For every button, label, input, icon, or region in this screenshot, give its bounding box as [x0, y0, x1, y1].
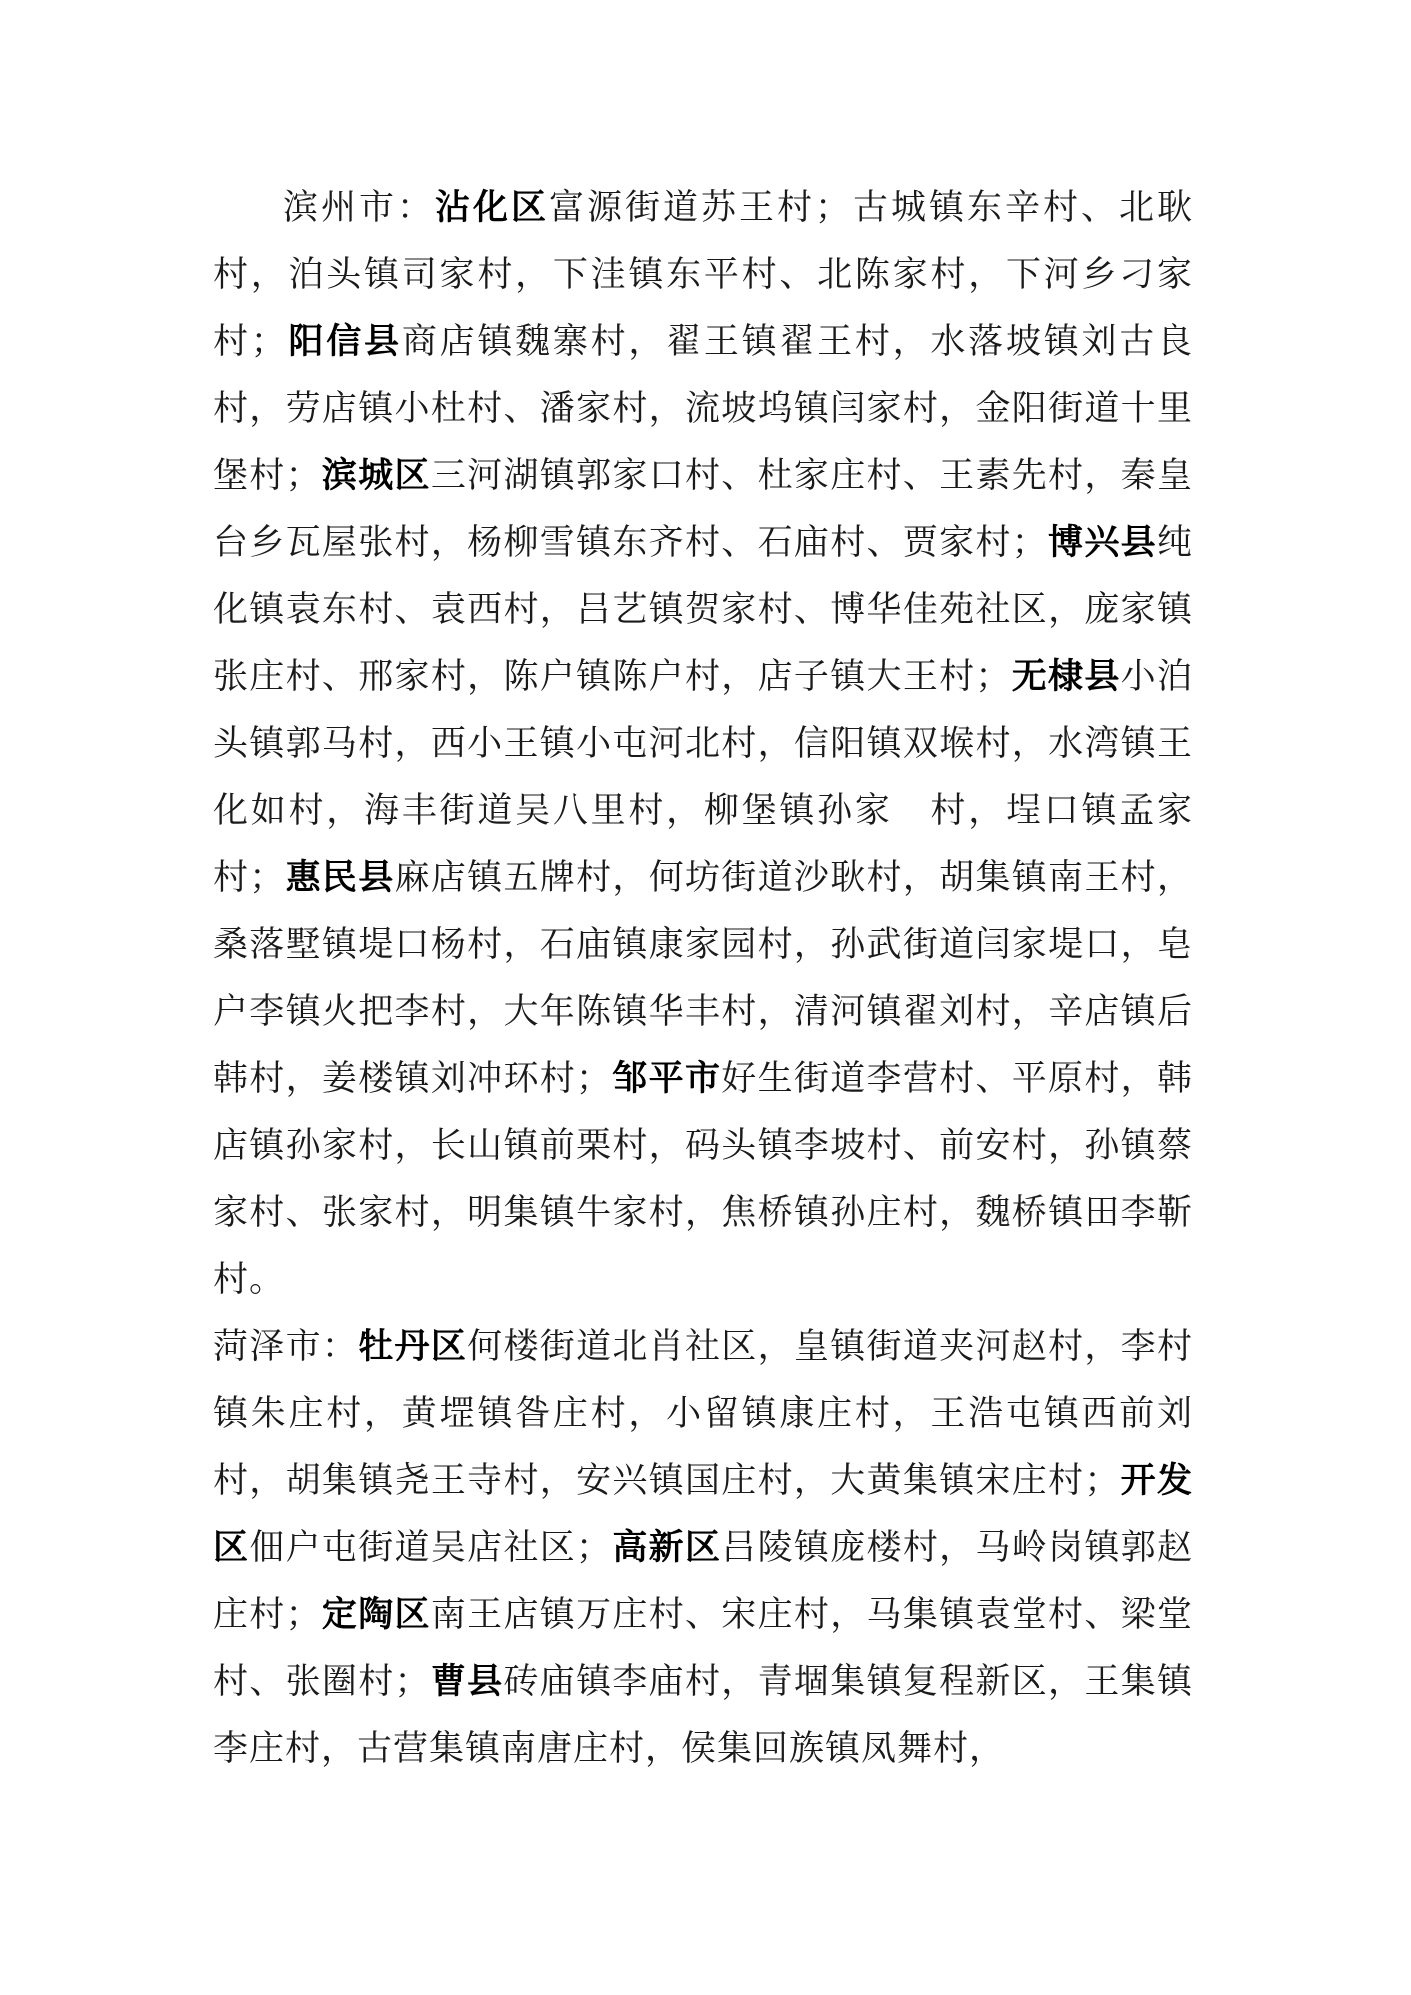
paragraph-binzhou	[213, 175, 1193, 1314]
region-name: 开发区	[213, 1461, 1193, 1568]
village-list: 富源街道苏王村；古城镇东辛村、北耿村，泊头镇司家村，下洼镇东平村、北陈家村，下河乡刁家村；	[213, 188, 1193, 362]
city-label: 滨州市：	[283, 188, 435, 228]
region-name: 沾化区	[435, 188, 549, 228]
region-name: 无棣县	[1011, 657, 1121, 697]
region-name: 滨城区	[321, 456, 431, 496]
village-list: 南王店镇万庄村、宋庄村，马集镇袁堂村、梁堂村、张圈村；	[213, 1595, 1193, 1702]
region-name: 惠民县	[285, 858, 395, 898]
village-list: 商店镇魏寨村，翟王镇翟王村，水落坡镇刘古良村，劳店镇小杜村、潘家村，流坡坞镇闫家村，金阳街道十里堡村；	[213, 322, 1193, 496]
region-name: 高新区	[612, 1528, 722, 1568]
region-name: 曹县	[430, 1662, 504, 1702]
village-list: 好生街道李营村、平原村，韩店镇孙家村，长山镇前栗村，码头镇李坡村、前安村，孙镇蔡家村、张家村，明集镇牛家村，焦桥镇孙庄村，魏桥镇田李靳村。	[213, 1059, 1193, 1300]
village-list: 麻店镇五牌村，何坊街道沙耿村，胡集镇南王村，桑落墅镇堤口杨村，石庙镇康家园村，孙武街道闫家堤口，皂户李镇火把李村，大年陈镇华丰村，清河镇翟刘村，辛店镇后韩村，姜楼镇刘冲环村；	[213, 858, 1193, 1099]
region-name: 牡丹区	[358, 1327, 468, 1367]
region-name: 阳信县	[286, 322, 402, 362]
region-name: 博兴县	[1047, 523, 1157, 563]
paragraph-heze	[213, 1314, 1193, 1783]
city-label: 菏泽市：	[213, 1327, 359, 1367]
village-list: 何楼街道北肖社区，皇镇街道夹河赵村，李村镇朱庄村，黄堽镇昝庄村，小留镇康庄村，王浩屯镇西前刘村，胡集镇尧王寺村，安兴镇国庄村，大黄集镇宋庄村；	[213, 1327, 1193, 1501]
village-list: 佃户屯街道吴店社区；	[249, 1528, 613, 1568]
region-name: 定陶区	[321, 1595, 431, 1635]
village-list: 纯化镇袁东村、袁西村，吕艺镇贺家村、博华佳苑社区，庞家镇张庄村、邢家村，陈户镇陈户村，店子镇大王村；	[213, 523, 1193, 697]
village-list: 吕陵镇庞楼村，马岭岗镇郭赵庄村；	[213, 1528, 1193, 1635]
document-body	[213, 175, 1193, 1783]
village-list: 砖庙镇李庙村，青堌集镇复程新区，王集镇李庄村，古营集镇南唐庄村，侯集回族镇凤舞村，	[213, 1662, 1193, 1769]
village-list: 三河湖镇郭家口村、杜家庄村、王素先村，秦皇台乡瓦屋张村，杨柳雪镇东齐村、石庙村、贾家村；	[213, 456, 1193, 563]
village-list: 小泊头镇郭马村，西小王镇小屯河北村，信阳镇双堠村，水湾镇王化如村，海丰街道吴八里村，柳堡镇孙家 村，埕口镇孟家村；	[213, 657, 1193, 898]
region-name: 邹平市	[612, 1059, 722, 1099]
